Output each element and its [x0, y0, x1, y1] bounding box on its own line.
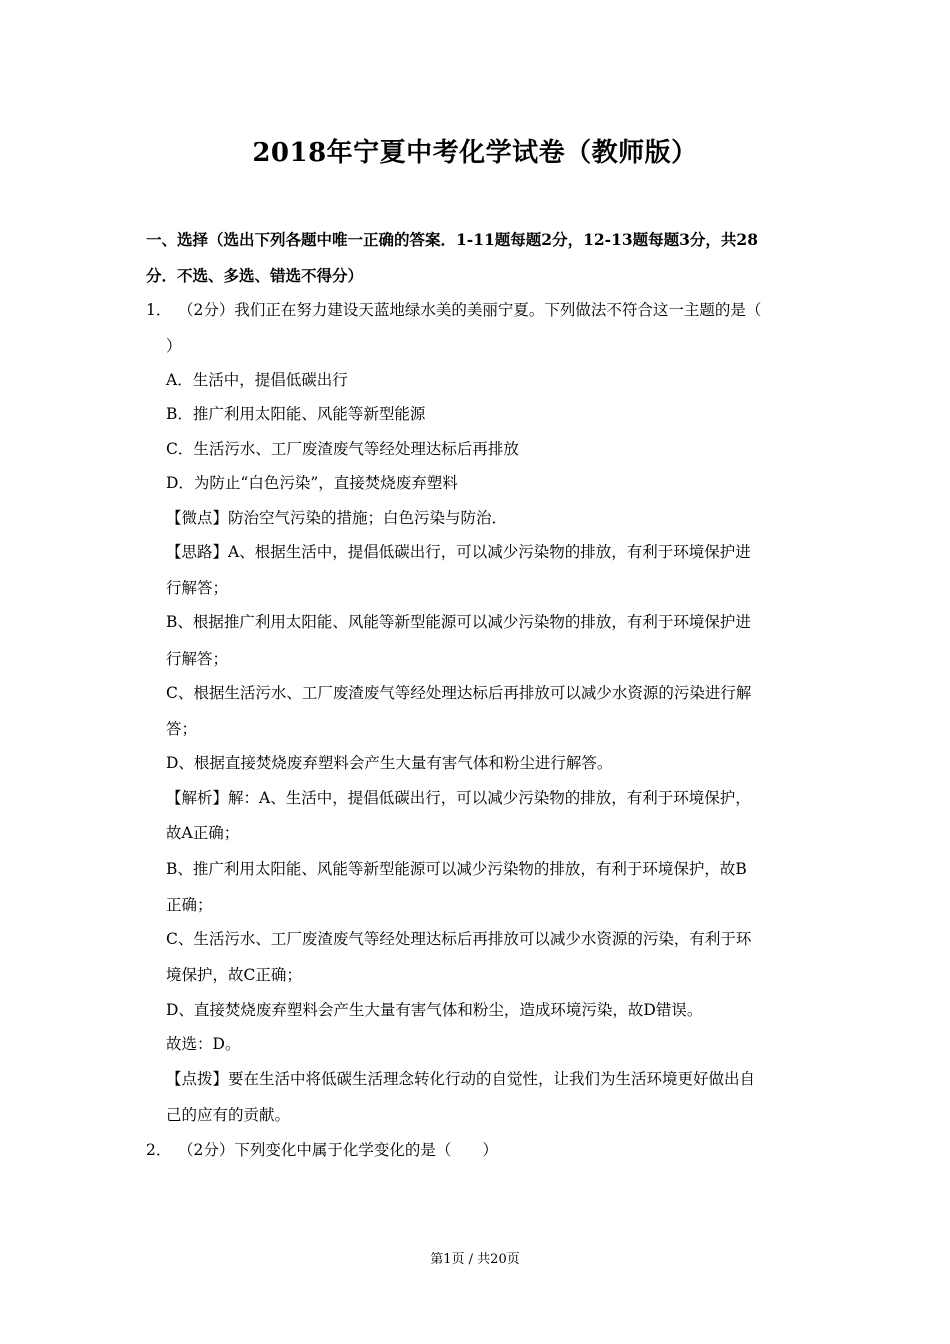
question-1-number: 1．: [146, 301, 172, 319]
section-heading-line-2: 分．不选、多选、错选不得分）: [146, 266, 364, 285]
question-2-number: 2．: [146, 1141, 172, 1159]
analysis-line: 正确；: [166, 896, 213, 914]
question-2-stem: （2分）下列变化中属于化学变化的是（ ）: [178, 1141, 498, 1159]
option-a: A．生活中，提倡低碳出行: [166, 371, 348, 389]
thinking-line: 行解答；: [166, 579, 229, 597]
section-heading-line-1: 一、选择（选出下列各题中唯一正确的答案．1-11题每题2分，12-13题每题3分，共28: [146, 230, 759, 249]
thinking-line: 行解答；: [166, 650, 229, 668]
analysis-line: C、生活污水、工厂废渣废气等经处理达标后再排放可以减少水资源的污染，有利于环: [166, 930, 752, 948]
thinking-line: B、根据推广利用太阳能、风能等新型能源可以减少污染物的排放，有利于环境保护进: [166, 613, 751, 631]
thinking-line: D、根据直接焚烧废弃塑料会产生大量有害气体和粉尘进行解答。: [166, 754, 613, 772]
analysis-line: 境保护，故C正确；: [166, 966, 302, 984]
thinking-line: 【思路】A、根据生活中，提倡低碳出行，可以减少污染物的排放，有利于环境保护进: [166, 543, 751, 561]
analysis-line: 【解析】解：A、生活中，提倡低碳出行，可以减少污染物的排放，有利于环境保护，: [166, 789, 751, 807]
thinking-line: C、根据生活污水、工厂废渣废气等经处理达标后再排放可以减少水资源的污染进行解: [166, 684, 752, 702]
knowledge-point: 【微点】防治空气污染的措施；白色污染与防治．: [166, 509, 508, 527]
analysis-line: 故A正确；: [166, 824, 240, 842]
option-c: C．生活污水、工厂废渣废气等经处理达标后再排放: [166, 440, 519, 458]
question-1-stem-line-1: （2分）我们正在努力建设天蓝地绿水美的美丽宁夏。下列做法不符合这一主题的是（: [178, 301, 762, 319]
option-b: B．推广利用太阳能、风能等新型能源: [166, 405, 426, 423]
answer-choice: 故选：D。: [166, 1035, 241, 1053]
page-footer: 第1页 / 共20页: [430, 1252, 520, 1267]
question-1-stem-line-2: ）: [166, 337, 182, 355]
thinking-line: 答；: [166, 720, 198, 738]
tip-line: 【点拨】要在生活中将低碳生活理念转化行动的自觉性，让我们为生活环境更好做出自: [166, 1070, 756, 1088]
tip-line: 己的应有的贡献。: [166, 1106, 291, 1124]
document-title: 2018年宁夏中考化学试卷（教师版）: [252, 138, 698, 168]
analysis-line: B、推广利用太阳能、风能等新型能源可以减少污染物的排放，有利于环境保护，故B: [166, 860, 747, 878]
analysis-line: D、直接焚烧废弃塑料会产生大量有害气体和粉尘，造成环境污染，故D错误。: [166, 1001, 703, 1019]
option-d: D．为防止“白色污染”，直接焚烧废弃塑料: [166, 474, 458, 492]
